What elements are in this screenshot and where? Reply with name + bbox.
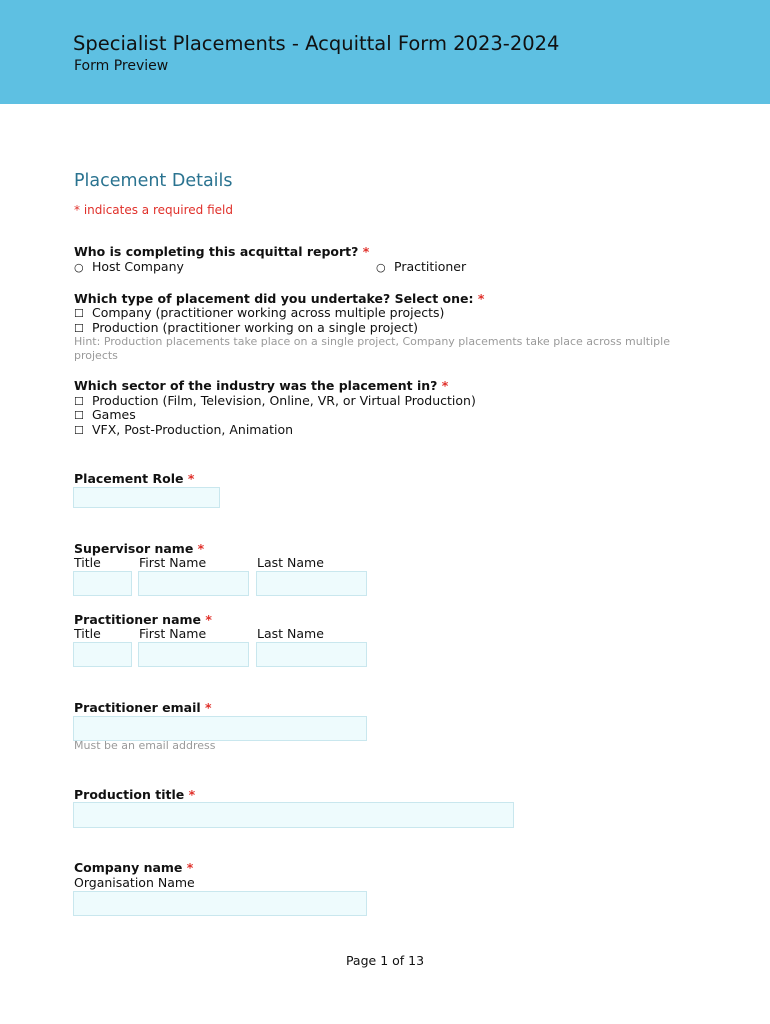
practitioner-title-label: Title (74, 626, 101, 641)
option-label: Games (92, 407, 136, 422)
radio-icon: ○ (74, 261, 84, 274)
email-hint: Must be an email address (74, 739, 216, 752)
radio-icon: ○ (376, 261, 386, 274)
required-star: * (186, 860, 194, 875)
option-label: Practitioner (394, 259, 467, 274)
supervisor-first-name-input[interactable] (138, 571, 249, 596)
question-label: Supervisor name (74, 541, 194, 556)
option-label: Company (practitioner working across multiple projects) (92, 305, 445, 320)
radio-host-company[interactable] (74, 259, 184, 274)
question-label: Practitioner email (74, 700, 201, 715)
option-label: Production (Film, Television, Online, VR, or Virtual Production) (92, 393, 476, 408)
required-star: * (205, 612, 212, 627)
question-label: Who is completing this acquittal report? (74, 244, 359, 259)
option-label: VFX, Post-Production, Animation (92, 422, 294, 437)
practitioner-email-input[interactable] (73, 716, 367, 741)
checkbox-icon: ☐ (74, 322, 84, 335)
practitioner-last-name-input[interactable] (256, 642, 367, 667)
supervisor-first-name-label: First Name (139, 555, 207, 570)
placement-type-hint: Hint: Production placements take place on a single project, Company placements take place across multiple projects (74, 335, 670, 362)
checkbox-icon: ☐ (74, 424, 84, 437)
required-star: * (477, 291, 485, 306)
organisation-name-label: Organisation Name (74, 875, 195, 890)
checkbox-sector-games[interactable] (74, 407, 136, 422)
checkbox-production-placement[interactable] (74, 320, 418, 335)
question-company-name (74, 860, 193, 875)
question-practitioner-name (74, 612, 212, 627)
practitioner-title-input[interactable] (73, 642, 132, 667)
option-label: Host Company (92, 259, 184, 274)
question-label: Practitioner name (74, 612, 202, 627)
question-placement-type (74, 291, 484, 306)
production-title-input[interactable] (73, 802, 514, 828)
section-title: Placement Details (74, 171, 233, 191)
supervisor-last-name-input[interactable] (256, 571, 367, 596)
radio-practitioner[interactable] (376, 259, 466, 274)
question-placement-role (74, 471, 194, 486)
required-star: * (188, 787, 196, 802)
required-star: * (187, 471, 195, 486)
question-label: Production title (74, 787, 185, 802)
checkbox-sector-vfx[interactable] (74, 422, 293, 437)
checkbox-company-placement[interactable] (74, 305, 444, 320)
supervisor-last-name-label: Last Name (257, 555, 324, 570)
practitioner-first-name-label: First Name (139, 626, 207, 641)
question-label: Which type of placement did you undertake? Select one: (74, 291, 474, 306)
page-number: Page 1 of 13 (345, 953, 425, 968)
question-supervisor-name (74, 541, 204, 556)
question-label: Company name (74, 860, 183, 875)
question-industry-sector (74, 378, 448, 393)
question-production-title (74, 787, 195, 802)
practitioner-last-name-label: Last Name (257, 626, 324, 641)
practitioner-first-name-input[interactable] (138, 642, 249, 667)
form-title: Specialist Placements - Acquittal Form 2023-2024 (73, 32, 560, 55)
supervisor-title-label: Title (74, 555, 101, 570)
question-label: Which sector of the industry was the placement in? (74, 378, 438, 393)
form-header (0, 0, 770, 104)
question-completing-report (74, 244, 369, 259)
required-star: * (362, 244, 370, 259)
question-label: Placement Role (74, 471, 184, 486)
checkbox-sector-production[interactable] (74, 393, 476, 408)
checkbox-icon: ☐ (74, 409, 84, 422)
checkbox-icon: ☐ (74, 395, 84, 408)
supervisor-title-input[interactable] (73, 571, 132, 596)
required-star: * (205, 700, 212, 715)
placement-role-input[interactable] (73, 487, 220, 508)
company-name-input[interactable] (73, 891, 367, 916)
required-star: * (197, 541, 205, 556)
form-subtitle: Form Preview (74, 58, 169, 74)
required-star: * (441, 378, 449, 393)
question-practitioner-email (74, 700, 212, 715)
option-label: Production (practitioner working on a single project) (92, 320, 419, 335)
checkbox-icon: ☐ (74, 307, 84, 320)
required-note: * indicates a required field (74, 203, 233, 217)
